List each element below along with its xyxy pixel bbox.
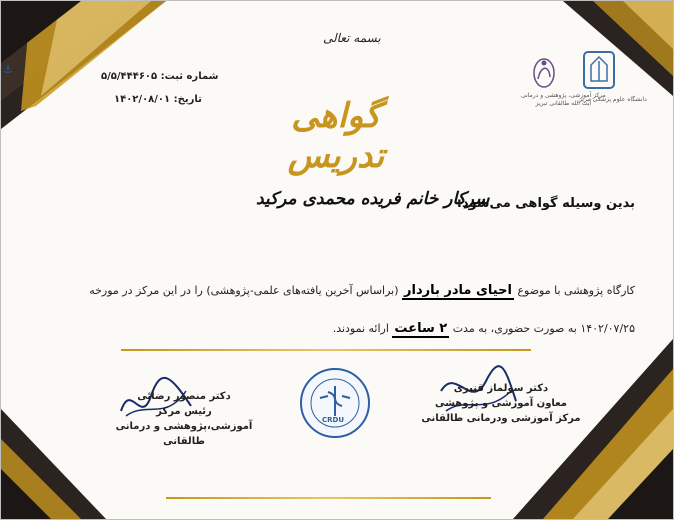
left-signatory: دکتر منصور رضائی رئیس مرکز آموزشی،پژوهشی و درمانی طالقانی <box>115 391 253 447</box>
workshop-topic: احیای مادر باردار <box>404 283 512 298</box>
hospital-name: مرکز آموزشی، پژوهشی و درمانی آیت الله طالقانی تبریز <box>521 92 606 107</box>
university-name: دانشگاه علوم پزشکی تبریز <box>579 96 647 103</box>
university-logo-icon <box>581 49 617 91</box>
divider-line <box>121 349 531 351</box>
top-left-corner-ornament <box>1 1 171 131</box>
anchor-icon: ⚓ <box>3 63 13 76</box>
issue-date: تاریخ: ۱۴۰۲/۰۸/۰۱ <box>114 94 202 105</box>
top-right-corner-ornament <box>563 1 673 101</box>
recipient-name: سرکار خانم فریده محمدی مرکید <box>256 189 490 209</box>
bottom-border-line <box>166 497 491 499</box>
hospital-logo-icon <box>529 53 559 91</box>
registration-number: شماره ثبت: ۵/۵/۴۴۴۶۰۵ <box>101 71 219 82</box>
bottom-right-corner-ornament <box>513 339 673 519</box>
certificate-heading: بدین وسیله گواهی می‌شود: <box>456 196 635 211</box>
invocation-text: بسمه تعالی <box>323 31 381 45</box>
right-signatory: دکتر سولماز قنبری معاون آموزشی و پژوهشی مرکز آموزشی ودرمانی طالقانی <box>421 383 581 424</box>
crdu-seal-icon <box>298 366 372 440</box>
bottom-left-corner-ornament <box>1 399 111 519</box>
body-line-1: کارگاه پژوهشی با موضوع احیای مادر باردار (براساس آخرین یافته‌های علمی-پژوهشی) را در این مرکز در مورخه <box>89 283 635 298</box>
certificate-title: گواهی تدریس <box>287 96 385 176</box>
seal-text: CRDU <box>322 416 345 424</box>
workshop-duration: ۲ ساعت <box>394 321 448 336</box>
body-line-2: ۱۴۰۲/۰۷/۲۵ به صورت حضوری، به مدت ۲ ساعت ارائه نمودند. <box>332 321 635 336</box>
